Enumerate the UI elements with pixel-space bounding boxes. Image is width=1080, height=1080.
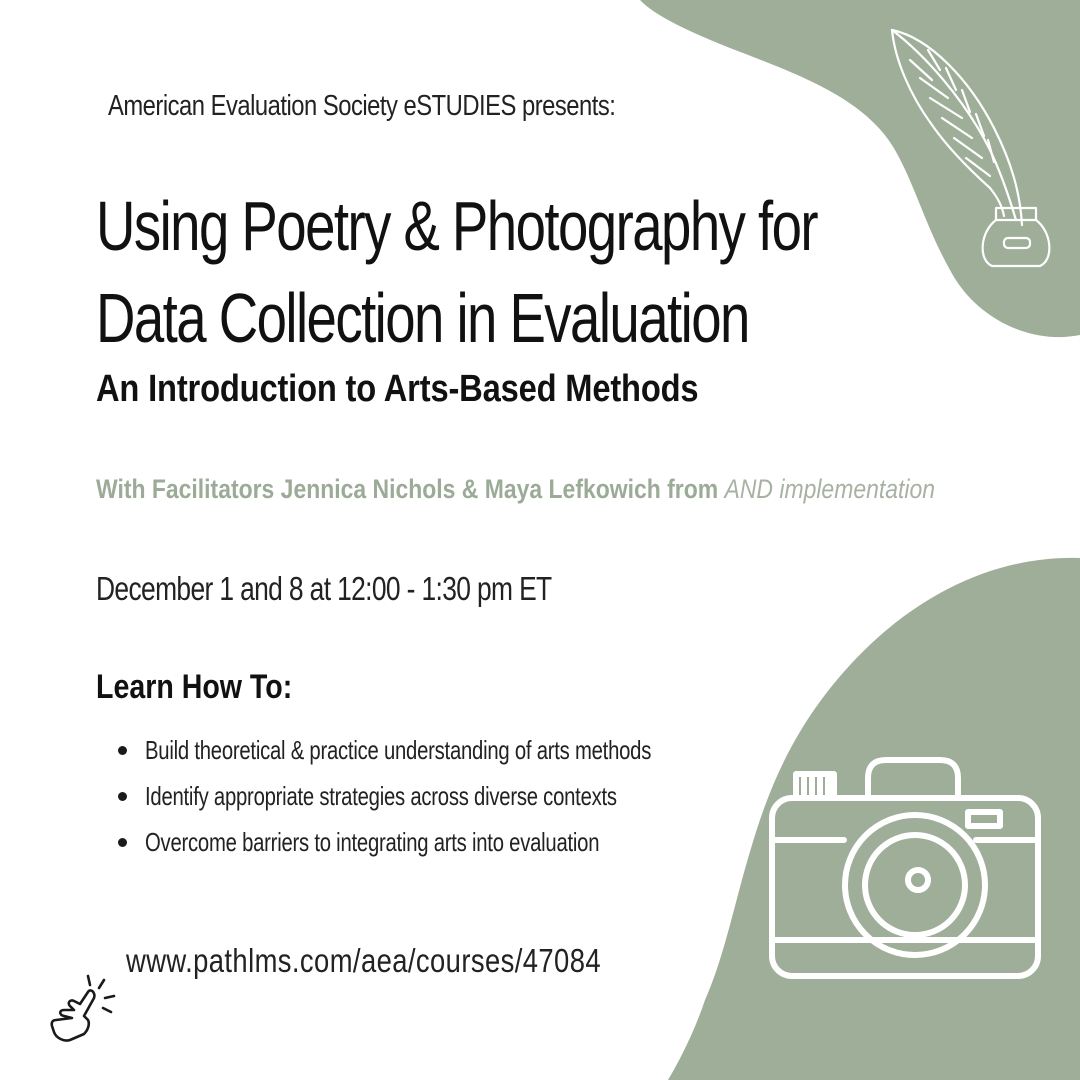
facilitators-names: With Facilitators Jennica Nichols & Maya Lefkowich from xyxy=(96,474,719,504)
facilitators-line xyxy=(96,474,935,505)
title-line-2: Data Collection in Evaluation xyxy=(96,279,749,357)
title-line-1: Using Poetry & Photography for xyxy=(96,187,818,265)
list-item-text: Identify appropriate strategies across diverse contexts xyxy=(145,781,617,811)
organization-name: AND implementation xyxy=(724,474,935,504)
bullet-dot-icon xyxy=(118,746,127,755)
subtitle: An Introduction to Arts-Based Methods xyxy=(96,368,699,410)
learn-heading: Learn How To: xyxy=(96,668,293,706)
presenter-line: American Evaluation Society eSTUDIES presents: xyxy=(108,90,616,122)
pointing-hand-click-icon xyxy=(44,968,124,1048)
list-item xyxy=(118,776,794,822)
session-dates: December 1 and 8 at 12:00 - 1:30 pm ET xyxy=(96,570,552,607)
learning-objectives-list xyxy=(118,730,794,868)
camera-icon xyxy=(760,750,1050,985)
quill-inkwell-icon xyxy=(870,20,1060,280)
bullet-dot-icon xyxy=(118,792,127,801)
list-item xyxy=(118,822,794,868)
bullet-dot-icon xyxy=(118,838,127,847)
list-item-text: Overcome barriers to integrating arts into evaluation xyxy=(145,827,600,857)
list-item xyxy=(118,730,794,776)
course-url-link[interactable]: www.pathlms.com/aea/courses/47084 xyxy=(126,942,601,979)
list-item-text: Build theoretical & practice understanding of arts methods xyxy=(145,735,652,765)
